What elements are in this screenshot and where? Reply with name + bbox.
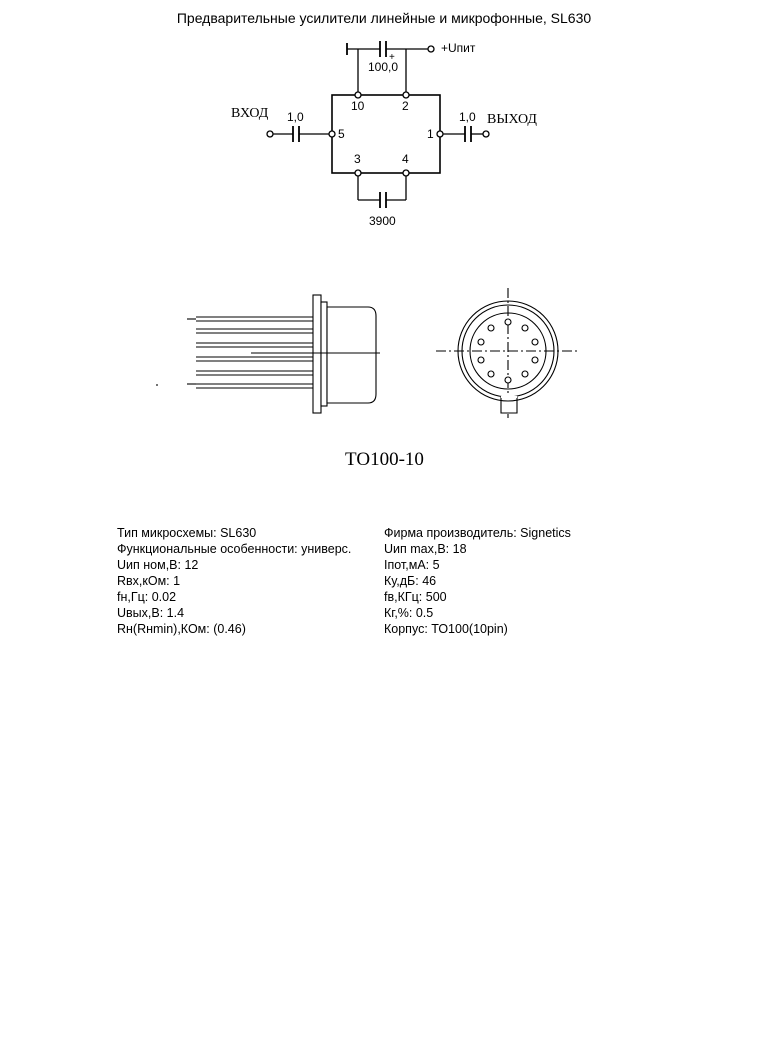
- pin-4: [403, 170, 409, 176]
- spec-input-resistance: Rвх,кОм: 1: [117, 574, 181, 588]
- output-cap-value: 1,0: [459, 110, 476, 124]
- pin-2: [403, 92, 409, 98]
- chip-body: [332, 95, 440, 173]
- spec-manufacturer: Фирма производитель: Signetics: [384, 526, 571, 540]
- supply-label: +Uпит: [441, 41, 476, 55]
- spec-supply-max: Uип max,В: 18: [384, 542, 467, 556]
- page-title: Предварительные усилители линейные и микрофонные, SL630: [176, 10, 592, 26]
- input-label: ВХОД: [231, 106, 269, 121]
- input-terminal: [267, 131, 273, 137]
- spec-low-frequency: fн,Гц: 0.02: [117, 590, 177, 604]
- supply-cap-polarity: +: [389, 52, 395, 63]
- spec-distortion: Кг,%: 0.5: [384, 606, 434, 620]
- spec-current: Iпот,мА: 5: [384, 558, 440, 572]
- output-terminal: [483, 131, 489, 137]
- spec-chip-type: Тип микросхемы: SL630: [117, 526, 257, 540]
- spec-gain: Ку,дБ: 46: [384, 574, 437, 588]
- spec-supply-nominal: Uип ном,В: 12: [117, 558, 199, 572]
- pin-3: [355, 170, 361, 176]
- pin-5-label: 5: [338, 127, 345, 141]
- pin-1: [437, 131, 443, 137]
- spec-high-frequency: fв,КГц: 500: [384, 590, 447, 604]
- pin-1-label: 1: [427, 127, 434, 141]
- pin-3-label: 3: [354, 152, 361, 166]
- package-side-view: [156, 295, 380, 413]
- bottom-cap-value: 3900: [369, 214, 396, 228]
- spec-features: Функциональные особенности: универс.: [117, 542, 352, 556]
- pin-5: [329, 131, 335, 137]
- supply-terminal: [428, 46, 434, 52]
- circuit-diagram: [0, 0, 768, 500]
- spec-output-voltage: Uвых,В: 1.4: [117, 606, 185, 620]
- spec-package: Корпус: ТО100(10pin): [384, 622, 508, 636]
- pin-2-label: 2: [402, 99, 409, 113]
- pin-4-label: 4: [402, 152, 409, 166]
- pin-10: [355, 92, 361, 98]
- pin-10-label: 10: [351, 99, 365, 113]
- package-label: ТО100-10: [345, 449, 424, 470]
- spec-load-resistance: Rн(Rнmin),КОм: (0.46): [117, 622, 246, 636]
- output-label: ВЫХОД: [487, 112, 537, 127]
- supply-cap-value: 100,0: [368, 60, 399, 74]
- package-bottom-view: [436, 288, 580, 418]
- input-cap-value: 1,0: [287, 110, 304, 124]
